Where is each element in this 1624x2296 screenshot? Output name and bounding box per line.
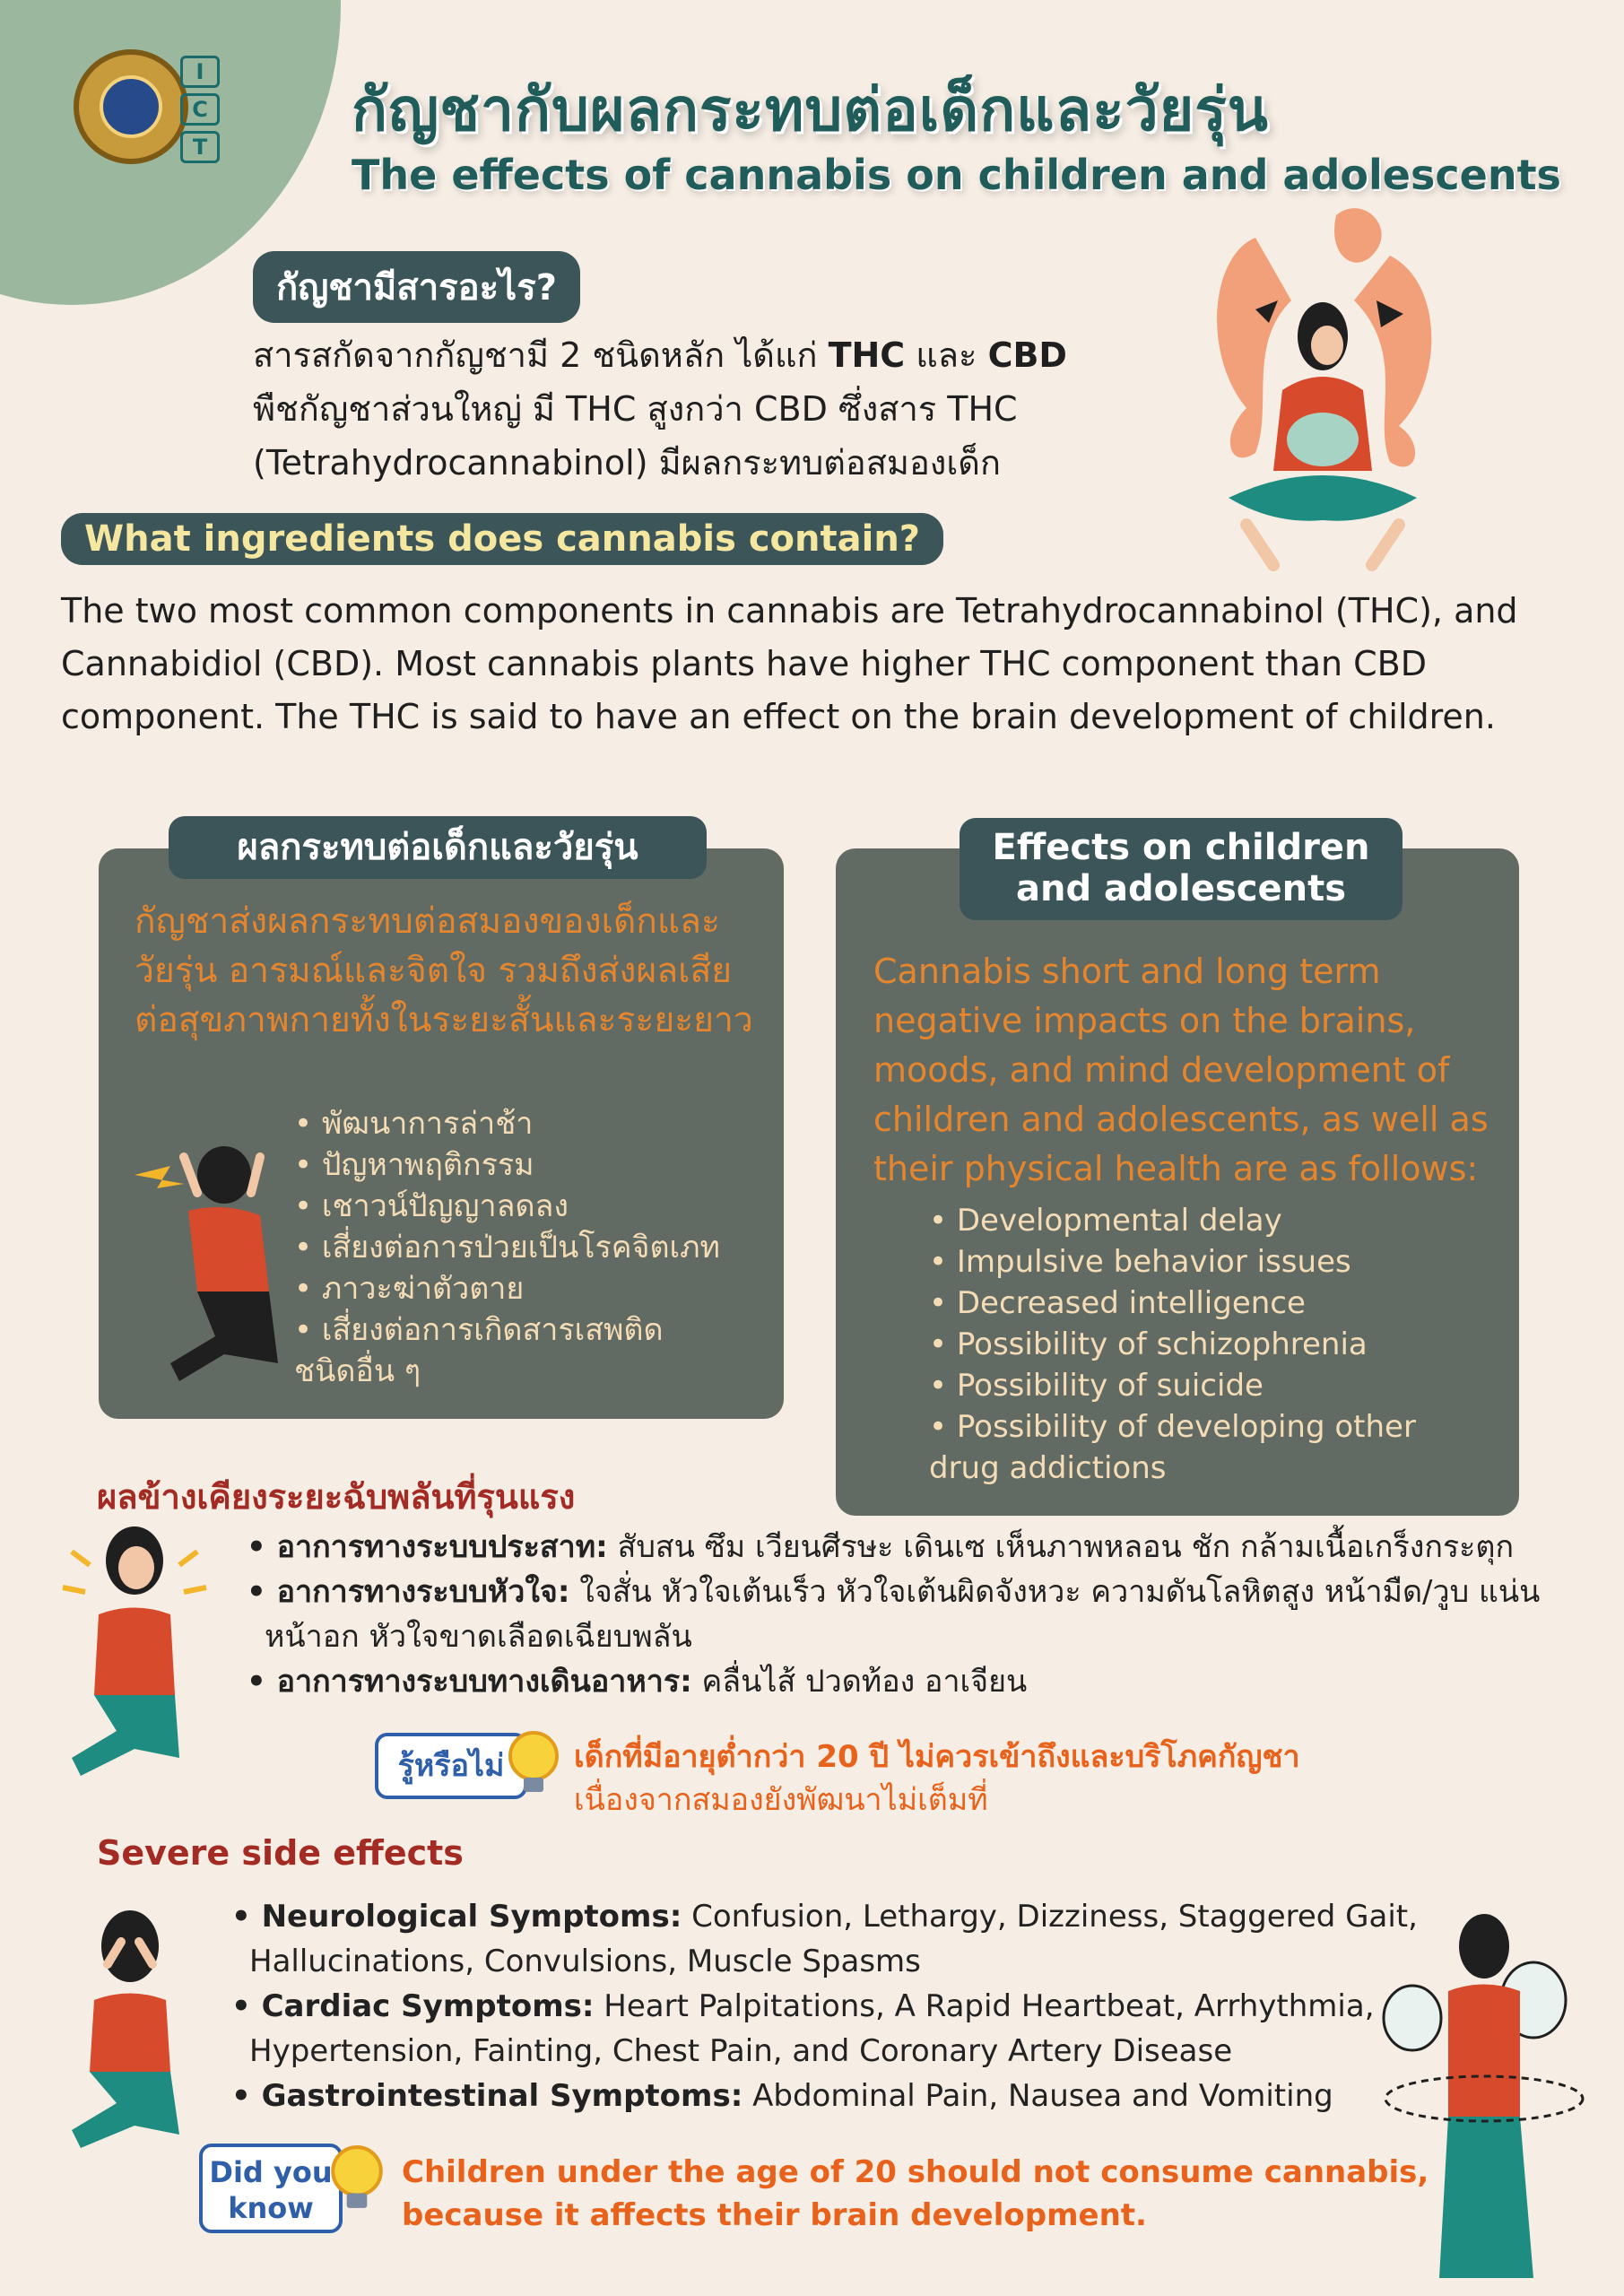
effects-title-english: Effects on children and adolescents — [960, 818, 1403, 920]
kneeling-headache-illustration — [135, 1139, 287, 1399]
list-item: • Possibility of schizophrenia — [929, 1324, 1503, 1365]
list-item: • ภาวะฆ่าตัวตาย — [294, 1268, 778, 1309]
list-item: • Possibility of suicide — [929, 1365, 1503, 1406]
effects-list-thai — [294, 1103, 778, 1392]
thai-intro-text: สารสกัดจากกัญชามี 2 ชนิดหลัก ได้แก่ THC และ CBD พืชกัญชาส่วนใหญ่ มี THC สูงกว่า CBD ซึ่งสาร THC (Tetrahydrocannabinol) มีผลกระทบต่อสมองเด็ก — [253, 335, 1067, 483]
list-item: • เสี่ยงต่อการเกิดสารเสพติด — [294, 1309, 778, 1351]
light-bulb-icon — [325, 2140, 389, 2217]
heading-what-substances-th: กัญชามีสารอะไร? — [253, 251, 580, 323]
list-item: • เชาวน์ปัญญาลดลง — [294, 1186, 778, 1227]
list-item: • Possibility of developing other — [929, 1406, 1503, 1448]
list-item: • พัฒนาการล่าช้า — [294, 1103, 778, 1144]
effects-title-thai: ผลกระทบต่อเด็กและวัยรุ่น — [169, 816, 707, 879]
crying-woman-illustration — [54, 1901, 206, 2152]
list-item: • Cardiac Symptoms: Heart Palpitations, A Rapid Heartbeat, Arrhythmia, Hypertension, Fainting, Chest Pain, and Coronary Artery Disease — [231, 1984, 1424, 2074]
list-item: • Decreased intelligence — [929, 1283, 1503, 1324]
list-item: • อาการทางระบบหัวใจ: ใจสั่น หัวใจเต้นเร็ว หัวใจเต้นผิดจังหวะ ความดันโลหิตสูง หน้ามืด/วูบ แน่นหน้าอก หัวใจขาดเลือดเฉียบพลัน — [247, 1570, 1574, 1659]
list-item: ชนิดอื่น ๆ — [294, 1353, 421, 1389]
effects-list-english — [929, 1200, 1503, 1489]
anxious-woman-illustration — [54, 1516, 215, 1785]
did-you-know-badge-thai: รู้หรือไม่ — [375, 1733, 527, 1799]
note-text-english: Children under the age of 20 should not consume cannabis, because it affects their brain development. — [402, 2154, 1429, 2233]
list-item: • เสี่ยงต่อการป่วยเป็นโรคจิตเภท — [294, 1227, 778, 1268]
page-title-thai: กัญชากับผลกระทบต่อเด็กและวัยรุ่น — [352, 75, 1269, 144]
list-item: • อาการทางระบบประสาท: สับสน ซึม เวียนศีรษะ เดินเซ เห็นภาพหลอน ชัก กล้ามเนื้อเกร็งกระตุก — [247, 1525, 1574, 1570]
list-item: • ปัญหาพฤติกรรม — [294, 1144, 778, 1186]
side-effects-heading-thai: ผลข้างเคียงระยะฉับพลันที่รุนแรง — [97, 1477, 576, 1517]
meditating-woman-illustration — [1193, 202, 1453, 578]
heading-what-ingredients-en: What ingredients does cannabis contain? — [61, 513, 943, 565]
side-effects-list-thai — [247, 1525, 1574, 1704]
note-text-thai: เด็กที่มีอายุต่ำกว่า 20 ปี ไม่ควรเข้าถึงและบริโภคกัญชา เนื่องจากสมองยังพัฒนาไม่เต็มที่ — [574, 1739, 1300, 1818]
page-title-english: The effects of cannabis on children and adolescents — [352, 151, 1561, 199]
did-you-know-badge-english: Did you know — [199, 2144, 343, 2233]
list-item: drug addictions — [929, 1450, 1167, 1486]
ict-logo: I C T — [169, 56, 231, 163]
list-item: • อาการทางระบบทางเดินอาหาร: คลื่นไส้ ปวดท้อง อาเจียน — [247, 1659, 1574, 1704]
english-intro-paragraph: The two most common components in cannabis are Tetrahydrocannabinol (THC), and Cannabidiol (CBD). Most cannabis plants have higher THC component than CBD component. The THC is said to have an effect on the brain development of children. — [61, 591, 1518, 736]
side-effects-list-english — [231, 1894, 1424, 2118]
list-item: • Developmental delay — [929, 1200, 1503, 1241]
light-bulb-icon — [502, 1727, 565, 1799]
side-effects-heading-english: Severe side effects — [97, 1833, 464, 1873]
list-item: • Neurological Symptoms: Confusion, Lethargy, Dizziness, Staggered Gait, Hallucinations, Convulsions, Muscle Spasms — [231, 1894, 1424, 1984]
effects-intro-thai: กัญชาส่งผลกระทบต่อสมองของเด็กและวัยรุ่น อารมณ์และจิตใจ รวมถึงส่งผลเสียต่อสุขภาพกายทั้งในระยะสั้นและระยะยาว — [135, 901, 753, 1040]
list-item: • Gastrointestinal Symptoms: Abdominal Pain, Nausea and Vomiting — [231, 2074, 1424, 2118]
effects-intro-english: Cannabis short and long term negative impacts on the brains, moods, and mind development of children and adolescents, as well as their physical health are as follows: — [873, 952, 1489, 1188]
list-item: • Impulsive behavior issues — [929, 1241, 1503, 1283]
